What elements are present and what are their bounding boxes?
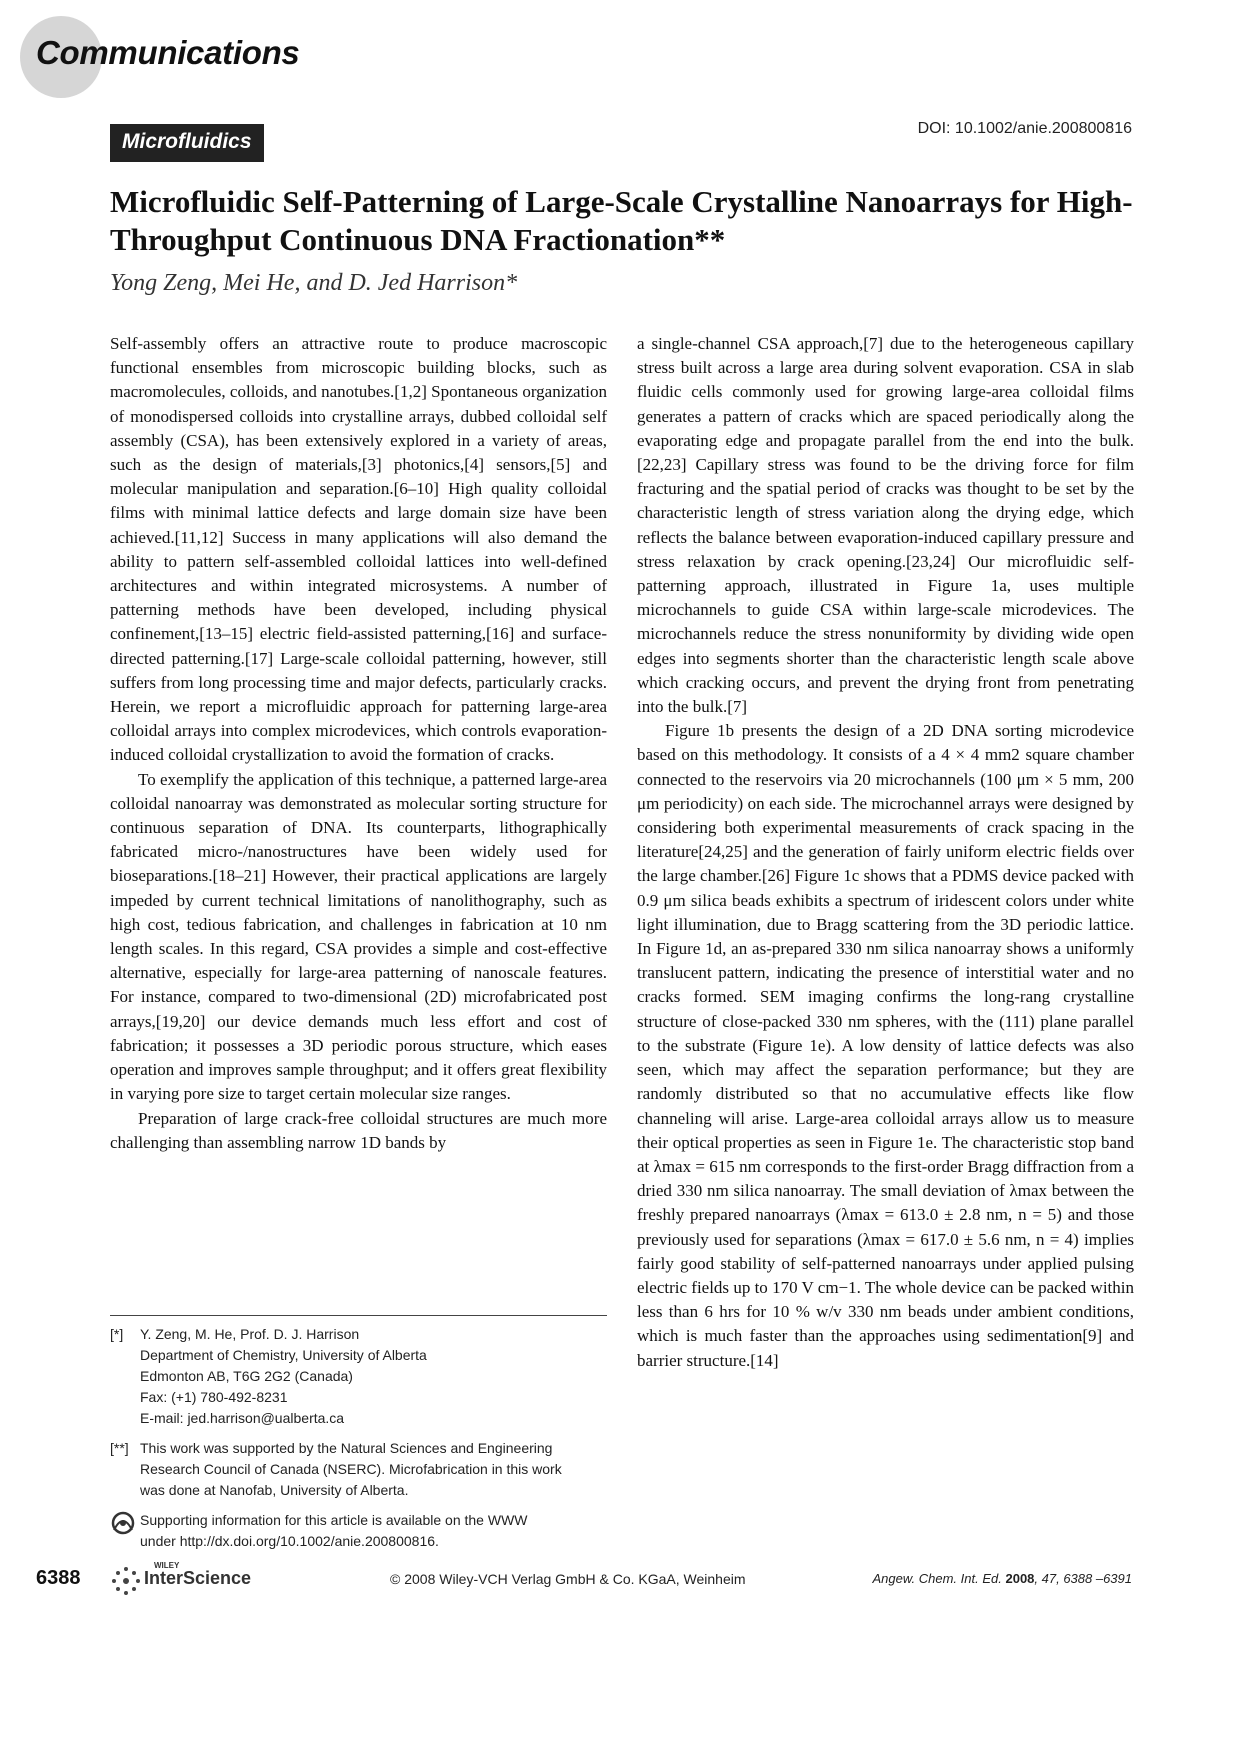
- journal-citation: [873, 1571, 1133, 1586]
- logo-wiley-text: WILEY: [154, 1561, 180, 1570]
- author-list: Yong Zeng, Mei He, and D. Jed Harrison*: [110, 270, 518, 296]
- footnote-line: This work was supported by the Natural Sciences and Engineering: [140, 1440, 553, 1456]
- footnote-divider: [110, 1315, 607, 1316]
- logo-interscience-text: InterScience: [144, 1568, 252, 1588]
- footnote-line: was done at Nanofab, University of Alberta.: [140, 1482, 409, 1498]
- doi: DOI: 10.1002/anie.200800816: [917, 120, 1132, 137]
- page-number: 6388: [36, 1567, 81, 1589]
- paragraph: Preparation of large crack-free colloidal structures are much more challenging than assembling narrow 1D bands by: [110, 1108, 607, 1152]
- body-column-left: [110, 332, 607, 1155]
- footnote-line: Fax: (+1) 780-492-8231: [140, 1389, 288, 1405]
- body-column-right: [637, 332, 1134, 1373]
- logo-dots-icon: [110, 1565, 142, 1597]
- paragraph: a single-channel CSA approach,[7] due to the heterogeneous capillary stress built across a large area during solvent evaporation. CSA in slab fluidic cells commonly used for growing large-area colloidal films generates a pattern of cracks which are spaced periodically along the evaporating edge and propagate parallel from the end into the bulk.[22,23] Capillary stress was found to be the driving force for film fracturing and the spatial period of cracks was thought to be set by the characteristic length of stress variation along the drying edge, which reflects the balance between evaporation-induced capillary pressure and stress relaxation by crack opening.[23,24] Our microfluidic self-patterning approach, illustrated in Figure 1a, uses multiple microchannels to guide CSA within large-scale microdevices. The microchannels reduce the stress nonuniformity by dividing wide open edges into segments shorter than the characteristic length scale above which cracking occurs, and prevent the drying front from penetrating into the bulk.[7]: [637, 334, 1134, 717]
- journal-volume-pages: , 47, 6388 –6391: [1034, 1571, 1132, 1586]
- email-address[interactable]: E-mail: jed.harrison@ualberta.ca: [140, 1410, 345, 1426]
- journal-name: Angew. Chem. Int. Ed.: [872, 1571, 1002, 1586]
- article-title: Microfluidic Self-Patterning of Large-Scale Crystalline Nanoarrays for High-Throughput Continuous DNA Fractionation**: [110, 184, 1133, 257]
- interscience-logo: [110, 1561, 280, 1601]
- paragraph: Figure 1b presents the design of a 2D DNA sorting microdevice based on this methodology. It consists of a 4 × 4 mm2 square chamber connected to the reservoirs via 20 microchannels (100 μm × 5 mm, 200 μm periodicity) on each side. The microchannel arrays were designed by considering both experimental measurements of crack spacing in the literature[24,25] and the generation of fairly uniform electric fields over the large chamber.[26] Figure 1c shows that a PDMS device packed with 0.9 μm silica beads exhibits a spectrum of iridescent colors under white light illumination, due to Bragg scattering from the 3D periodic lattice. In Figure 1d, an as-prepared 330 nm silica nanoarray shows a uniformly translucent pattern, indicating the presence of interstitial water and no cracks formed. SEM imaging confirms the long-rang crystalline structure of close-packed 330 nm spheres, with the (111) plane parallel to the substrate (Figure 1e). A low density of lattice defects was also seen, which may affect the separation performance; but they are randomly distributed so that no accumulative effects like flow channeling will arise. Large-area colloidal arrays allow us to measure their optical properties as seen in Figure 1e. The characteristic stop band at λmax = 615 nm corresponds to the first-order Bragg diffraction from a dried 330 nm silica nanoarray. The small deviation of λmax between the freshly prepared nanoarrays (λmax = 613.0 ± 2.8 nm, n = 5) and those previously used for separations (λmax = 617.0 ± 5.6 nm, n = 4) implies fairly good stability of self-patterned nanoarrays under applied pulsing electric fields up to 170 V cm−1. The whole device can be packed within less than 6 hrs for 10 % w/v 330 nm beads under ambient conditions, which is much faster than the approaches using sedimentation[9] and barrier structure.[14]: [637, 721, 1134, 1370]
- section-title: Communications: [36, 34, 300, 71]
- footnote-line: Edmonton AB, T6G 2G2 (Canada): [140, 1368, 353, 1384]
- footnote-marker: [*]: [110, 1326, 124, 1342]
- footnote-correspondence: [110, 1324, 610, 1429]
- footnote-line: Y. Zeng, M. He, Prof. D. J. Harrison: [140, 1326, 360, 1342]
- footnote-marker: [**]: [110, 1440, 129, 1456]
- footnote-line: Department of Chemistry, University of Alberta: [140, 1347, 427, 1363]
- supporting-info-link[interactable]: under http://dx.doi.org/10.1002/anie.200800816.: [140, 1533, 439, 1549]
- footnotes: [110, 1324, 610, 1561]
- supporting-information-icon: [110, 1510, 140, 1552]
- footnote-line: Supporting information for this article is available on the WWW: [140, 1512, 528, 1528]
- footnote-acknowledgement: [110, 1438, 610, 1501]
- paragraph: Self-assembly offers an attractive route to produce macroscopic functional ensembles from microscopic building blocks, such as macromolecules, colloids, and nanotubes.[1,2] Spontaneous organization of monodispersed colloids into crystalline arrays, dubbed colloidal self assembly (CSA), has been extensively explored in a variety of areas, such as the design of materials,[3] photonics,[4] sensors,[5] and molecular manipulation and separation.[6–10] High quality colloidal films with minimal lattice defects and large domain size have been achieved.[11,12] Success in many applications will also demand the ability to pattern self-assembled colloidal lattices into well-defined architectures and within integrated microsystems. A number of patterning methods have been developed, including physical confinement,[13–15] electric field-assisted patterning,[16] and surface-directed patterning.[17] Large-scale colloidal patterning, however, still suffers from long processing time and major defects, particularly cracks. Herein, we report a microfluidic approach for patterning large-area colloidal arrays into complex microdevices, which controls evaporation-induced colloidal crystallization to avoid the formation of cracks.: [110, 334, 607, 765]
- footnote-line: Research Council of Canada (NSERC). Microfabrication in this work: [140, 1461, 562, 1477]
- footnote-supporting-info: [110, 1510, 610, 1552]
- copyright: © 2008 Wiley-VCH Verlag GmbH & Co. KGaA, Weinheim: [390, 1571, 746, 1587]
- paragraph: To exemplify the application of this technique, a patterned large-area colloidal nanoarray was demonstrated as molecular sorting structure for continuous separation of DNA. Its counterparts, lithographically fabricated micro-/nanostructures have been widely used for bioseparations.[18–21] However, their practical applications are largely impeded by current technical limitations of nanolithography, such as high cost, tedious fabrication, and challenges in fabrication at 10 nm length scales. In this regard, CSA provides a simple and cost-effective alternative, especially for large-area patterning of nanoscale features. For instance, compared to two-dimensional (2D) microfabricated post arrays,[19,20] our device demands much less effort and cost of fabrication; it possesses a 3D periodic porous structure, which eases operation and improves sample throughput; and it offers great flexibility in varying pore size to target certain molecular size ranges.: [110, 769, 607, 1104]
- rubric-label: Microfluidics: [110, 124, 264, 162]
- journal-year: 2008: [1005, 1571, 1035, 1586]
